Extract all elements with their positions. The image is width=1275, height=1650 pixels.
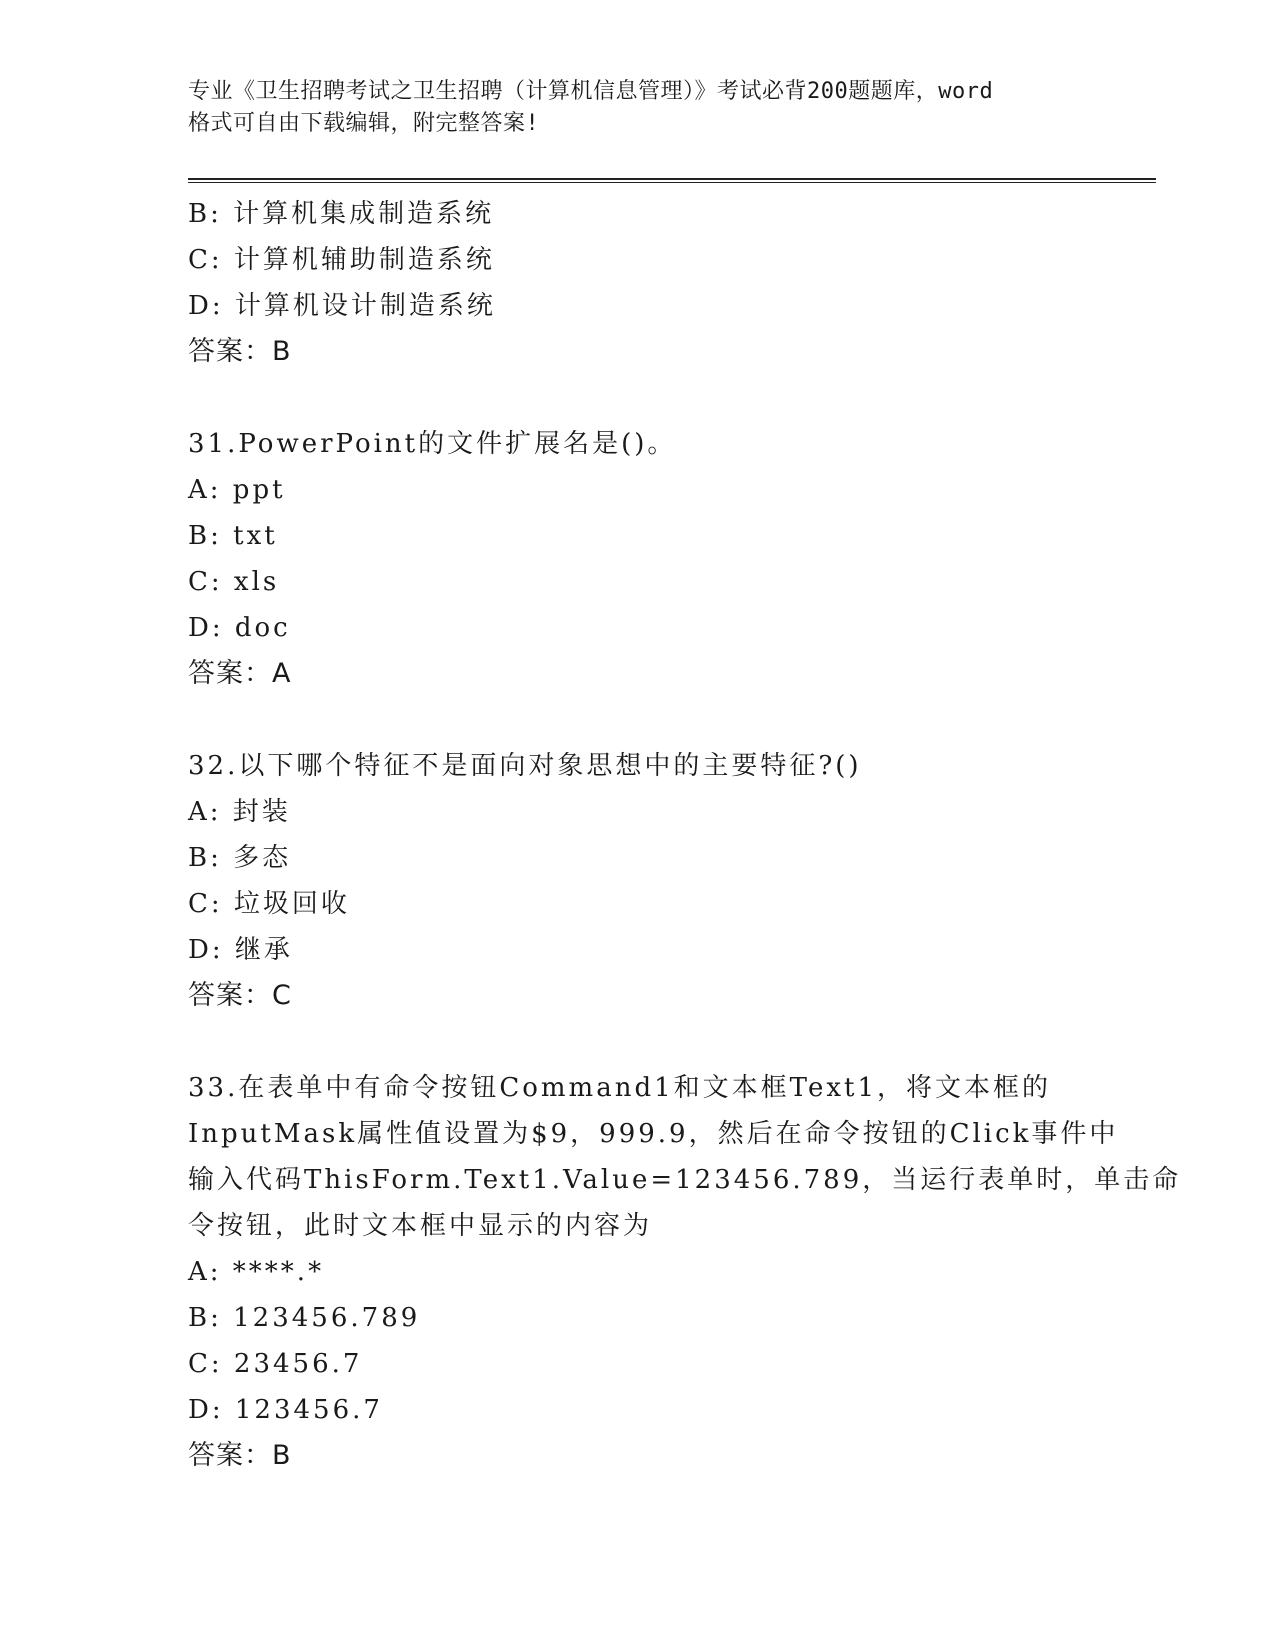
answer: 答案：B: [188, 1440, 292, 1471]
question-text-line-1: 33.在表单中有命令按钮Command1和文本框Text1，将文本框的: [188, 1073, 1051, 1103]
question-31: [188, 421, 1088, 697]
option-a: A: ppt: [188, 475, 286, 505]
option-b: B: 多态: [188, 843, 292, 873]
spacer: [188, 375, 1088, 421]
option-d: D: 123456.7: [188, 1395, 383, 1425]
header-divider: [188, 178, 1156, 183]
question-list: [188, 191, 1182, 1479]
question-32: [188, 743, 1088, 1019]
option-d: D: 继承: [188, 935, 293, 965]
question-text: 31.PowerPoint的文件扩展名是()。: [188, 429, 677, 459]
question-30: [188, 191, 1088, 375]
question-text-line-2: InputMask属性值设置为$9，999.9，然后在命令按钮的Click事件中: [188, 1119, 1119, 1149]
option-a: A: ****.*: [188, 1257, 325, 1287]
option-c: C: 计算机辅助制造系统: [188, 245, 495, 275]
document-header: [188, 76, 1088, 140]
option-c: C: xls: [188, 567, 280, 597]
option-b: B: 计算机集成制造系统: [188, 199, 495, 229]
option-d: D: doc: [188, 613, 291, 643]
header-title-line-1: 专业《卫生招聘考试之卫生招聘（计算机信息管理）》考试必背200题题库，word: [188, 79, 994, 104]
spacer: [188, 1019, 1088, 1065]
answer: 答案：B: [188, 336, 292, 367]
option-c: C: 垃圾回收: [188, 889, 350, 919]
header-title-line-2: 格式可自由下载编辑，附完整答案!: [188, 111, 540, 136]
question-33: [188, 1065, 1182, 1479]
question-text: 32.以下哪个特征不是面向对象思想中的主要特征?(): [188, 751, 862, 781]
option-a: A: 封装: [188, 797, 291, 827]
option-d: D: 计算机设计制造系统: [188, 291, 496, 321]
question-text-line-4: 令按钮，此时文本框中显示的内容为: [188, 1211, 653, 1241]
option-c: C: 23456.7: [188, 1349, 363, 1379]
spacer: [188, 697, 1088, 743]
option-b: B: 123456.789: [188, 1303, 421, 1333]
answer: 答案：C: [188, 980, 292, 1011]
option-b: B: txt: [188, 521, 278, 551]
answer: 答案：A: [188, 658, 292, 689]
question-text-line-3: 输入代码ThisForm.Text1.Value=123456.789，当运行表单时，单击命: [188, 1165, 1182, 1195]
